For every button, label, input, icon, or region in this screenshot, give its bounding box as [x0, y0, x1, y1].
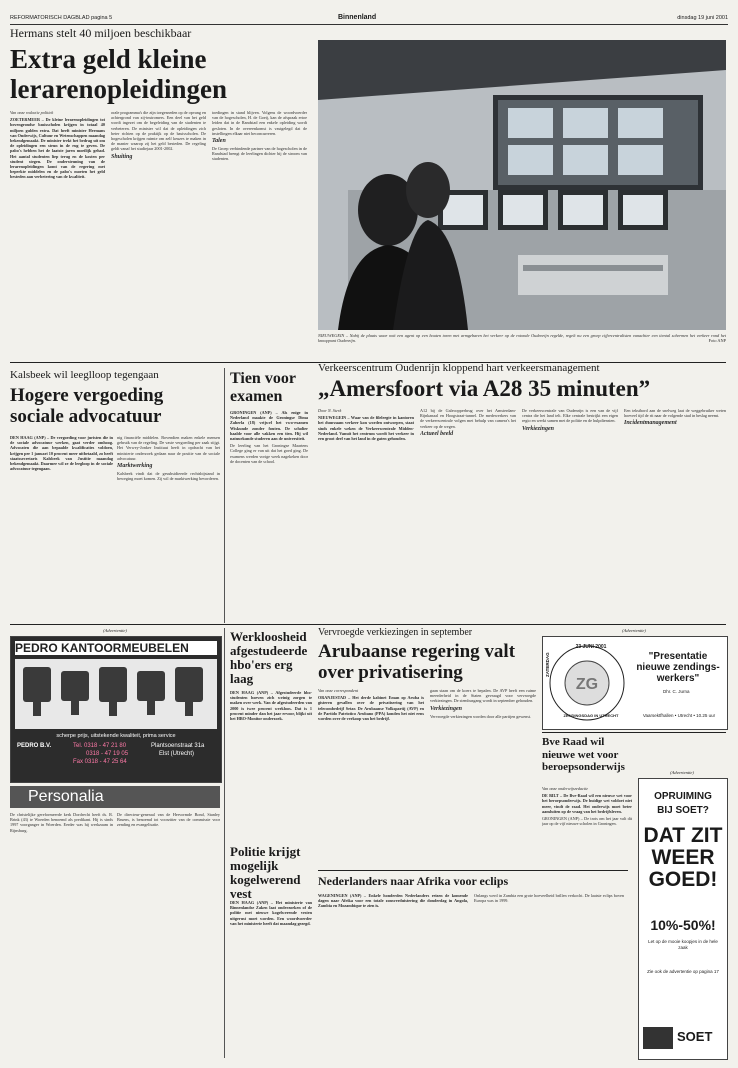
raad-text-1: DE BILT – De Bve-Raad wil een nieuwe wet voor het beroepsonderwijs. De huidige wet voldoet niet meer, vindt de raad. Het onderwijs moet beter aansluiten op de vraag van het bedrijfsleven.	[542, 793, 632, 814]
lead-column-3	[212, 110, 307, 360]
kalsbeek-text-2: nig financiële middelen. Bovendien maken enkele mensen gebruik van de regeling. De vaste vergoeding per zaak stijgt. Het Verwey-Jonker Instituut heeft in opdracht van het ministerie onderzoek gedaan naar de positie van de sociale advocatuur.	[117, 435, 220, 461]
verkeer-text-2: A12 bij de Galecopperbrug over het Amsterdam-Rijnkanaal en Hoogstraat-tunnel. De medewerkers van de verkeerscentrale volgen met behulp van camera's het verkeer op de wegen.	[420, 408, 516, 429]
kogelvrij-column	[230, 900, 312, 1055]
verkeer-column-2	[420, 408, 516, 620]
lead-column-1	[10, 110, 105, 360]
raad-column	[542, 786, 632, 1056]
werkloos-column	[230, 690, 312, 835]
kogelvrij-headline: Politie krijgt mogelijk kogelwerend vest	[230, 844, 301, 901]
verkeer-column-3	[522, 408, 618, 620]
aruba-text-1: ORANJESTAD – Het derde kabinet Eman op Aruba is gisteren gevallen over de privatisering van het telecombedrijf Setar. De Arubaanse Volkspartij (AVP) en de Partido Patriotico Arubano (PPA) konden het niet eens worden over de verkoop van het bedrijf.	[318, 695, 424, 722]
pedro-ad[interactable]	[10, 636, 222, 783]
examen-headline: Tien voor examen	[230, 370, 296, 405]
kalsbeek-column-2	[117, 435, 220, 620]
verkeer-subhead-1: Actueel beeld	[420, 430, 454, 437]
kalsbeek-text-2b: Kalsbeek vindt dat de gesubsidieerde rechtsbijstand in beweging moet komen. Zij wil de marktwerking bevorderen.	[117, 471, 220, 482]
lead-byline: Van onze redactie politiek	[10, 110, 54, 115]
verkeer-subhead-2: Verkiezingen	[522, 425, 555, 432]
verkeer-column-4	[624, 408, 726, 620]
photo-caption	[318, 333, 726, 353]
werkloos-headline: Werkloosheid afgestudeerde hbo'ers erg laag	[230, 629, 308, 686]
pedro-tel: Tel. 0318 - 47 21 80	[73, 743, 127, 749]
personalia-text-2: De directeur-generaal van de Hervormde Bond, Stanley Bruens, is benoemd tot voorzitter van de commissie voor zending en evangelisatie.	[117, 812, 220, 828]
eclips-text-2: Onlangs werd in Zambia een grote hoeveelheid brillen verkocht. De laatste eclips boven Europa was in 1999.	[474, 893, 624, 904]
lead-kicker: Hermans stelt 40 miljoen beschikbaar	[10, 26, 192, 40]
verkeer-subhead-3: Incidentmanagement	[624, 420, 677, 427]
zendingsdag-title: "Presentatie nieuwe zendings-werkers"	[636, 651, 720, 684]
lead-text-3: toedingen in stand blijven. Volgens de woordvoerder van de hogescholen, H. de Goeij, kan de afspraak ertoe leiden dat in de Randstad een enkele opleiding wordt gesloten. In de overeenkomst is vastgelegd dat de instellingen elkaar niet beconcurreren.	[212, 110, 307, 136]
header-date: dinsdag 19 juni 2001	[677, 15, 728, 21]
pedro-city: Elst (Utrecht)	[159, 751, 195, 757]
page-header	[10, 14, 728, 25]
examen-text-1: GRONINGEN (ANP) – Als enige in Nederland maakte de Groningse Dima Zaherla (18) vrijwel het vwo-examen Wiskunde zonder fouten. De scholier haalde voor alle vakken een tien. Hij wil natuurkunde studeren aan de universiteit.	[230, 410, 308, 442]
verkeer-text-4: Een tekstbord aan de snelweg laat de weggebruiker weten hoeveel tijd de rit naar de volgende stad in beslag neemt.	[624, 408, 726, 419]
header-left: REFORMATORISCH DAGBLAD pagina 5	[10, 15, 113, 21]
soet-line-1: OPRUIMING	[654, 791, 712, 802]
divider	[542, 732, 726, 733]
aruba-byline: Van onze correspondent	[318, 688, 359, 693]
office-chairs-icon	[15, 659, 217, 729]
lead-text-3b: De Groep verbindende partner van de hogescholen in de Randstad brengt de leerlingen dichter bij de stroom van studenten.	[212, 146, 307, 162]
kogelvrij-text: DEN HAAG (ANP) – Het ministerie van Binnenlandse Zaken laat onderzoeken of de politie met nieuwe kogelwerende vesten uitgerust moet worden. Een woordvoerder van het ministerie heeft dat maandag gezegd.	[230, 900, 312, 926]
zendingsdag-tag: ZENDINGSDAG IN UTRECHT	[563, 713, 619, 718]
soet-logo-icon	[643, 1027, 673, 1049]
eclips-text-1: WAGENINGEN (ANP) – Enkele honderden Nederlanders reizen de komende dagen naar Afrika voor een totale zonsverduistering die donderdag in Angola, Zambia en Mozambique te zien is.	[318, 893, 468, 909]
aruba-text-2b: Vervroegde verkiezingen worden door alle partijen gewenst.	[430, 713, 532, 719]
verkeer-text-3: De verkeerscentrale van Oudenrijn is een van de vijf centra die het land telt. Elke centrale bestrijkt een eigen regio en werkt samen met de politie en de hulpdiensten.	[522, 408, 618, 424]
examen-column	[230, 410, 308, 620]
lead-text-2: orale programma's die zijn toegesneden op de opvang en achtergrond van zij-instromers. Een deel van het geld wordt ingezet om de begeleiding van de studenten te verbeteren. De minister wil dat de opleidingen zich beter richten op de praktijk op de basisscholen. De hogescholen krijgen ruimte om zelf keuzes te maken in de manier waarop zij het geld besteden. De regeling geldt vanaf het studiejaar 2001-2002.	[111, 110, 206, 152]
kalsbeek-column-1	[10, 435, 113, 620]
raad-text-2: GRONINGEN (ANP) – De trots om het jaar valt dit jaar op de vijf nieuwe scholen in Groningen.	[542, 816, 632, 827]
personalia-header: Personalia	[10, 786, 220, 808]
soet-ad[interactable]	[638, 778, 728, 1060]
verkeer-byline: Door N. Sterk	[318, 408, 342, 413]
lead-column-2	[111, 110, 206, 360]
aruba-text-2: gaan staan om de koers te bepalen. De AVP heeft een ruime meerderheid in de Staten gevraagd voor vervroegde verkiezingen. De stembusgang wordt in september gehouden.	[430, 688, 536, 704]
raad-headline: Bve Raad wil nieuwe wet voor beroepsonderwijs	[542, 736, 625, 773]
personalia-column-2	[117, 812, 220, 1057]
pedro-tel2: 0318 - 47 19 05	[86, 751, 129, 757]
eclips-column-1	[318, 893, 468, 1058]
photo-caption-text: NIEUWEGEIN – Nabij de plaats waar ooit een agent op een houten toren met armgebaren het verkeer op de rotonde Oudenrijn regelde, regelt nu een groep cijfercentralisten vanachter een tiental schermen het verkeer rond het knooppunt Oudenrijn.	[318, 333, 726, 344]
lead-text-1: ZOETERMEER – De kleine lerarenopleidingen tot bovengrondse basisscholen krijgen in totaal 40 miljoen gulden extra. Dat heeft minister Hermans van Onderwijs, Cultuur en Wetenschappen maandag bekendgemaakt. De minister trekt het bedrag uit om de opleidingen een steun in de rug te geven. De pabo's hebben het de laatste jaren moeilijk gehad. Het aantal studenten liep terug en de kosten per student stegen. De ondersteuning van de lerarenopleidingen komt van de regering met beperkte middelen en de pabo's moeten het geld besteden aan verbetering van de kwaliteit.	[10, 117, 105, 180]
kalsbeek-subhead: Marktwerking	[117, 463, 153, 470]
pedro-slogan: scherpe prijs, uitstekende kwaliteit, prima service	[56, 733, 176, 739]
zendingsdag-speaker: Dhr. C. Jurna	[663, 689, 690, 694]
control-room-photo	[318, 40, 726, 330]
lead-subhead-1: Shuiting	[111, 153, 133, 160]
raad-byline: Van onze onderwijsredactie	[542, 786, 589, 791]
kalsbeek-headline: Hogere vergoeding sociale advocatuur	[10, 385, 164, 427]
soet-line-2: BIJ SOET?	[657, 805, 709, 816]
pedro-fax: Fax 0318 - 47 25 64	[73, 759, 127, 765]
soet-small-text-2: Zie ook de advertentie op pagina 17	[647, 969, 719, 974]
verkeer-kicker: Verkeerscentrum Oudenrijn kloppend hart verkeersmanagement	[318, 362, 600, 374]
column-rule	[224, 628, 225, 1058]
ad-label: (Advertentie)	[622, 628, 646, 633]
soet-brand: SOET	[677, 1029, 713, 1044]
section-title: Binnenland	[338, 14, 377, 21]
verkeer-headline: „Amersfoort via A28 35 minuten”	[318, 376, 651, 401]
soet-discount: 10%-50%!	[650, 917, 716, 933]
photo-credit: Foto ANP	[708, 338, 726, 344]
pedro-address: Plantsoenstraat 31a	[151, 743, 205, 749]
personalia-column-1	[10, 812, 113, 1057]
divider	[10, 624, 726, 625]
aruba-column-1	[318, 688, 424, 866]
zendingsdag-date: 23 JUNI 2001	[575, 644, 607, 650]
zendingsdag-ad[interactable]	[542, 636, 728, 730]
zendingsdag-day: ZATERDAG	[545, 652, 550, 677]
ad-label: (Advertentie)	[670, 770, 694, 775]
ad-label: (Advertentie)	[103, 628, 127, 633]
lead-subhead-2: Talen	[212, 138, 226, 145]
soet-line-3: DAT ZIT WEER GOED!	[643, 824, 723, 891]
examen-text-2: De leerling van het Groningse Maartens College ging er van uit dat het goed ging. De examens werden vorige week nagekeken door de docenten van de school.	[230, 443, 308, 464]
kalsbeek-kicker: Kalsbeek wil leeglloop tegengaan	[10, 369, 159, 381]
zendingsdag-location: Vaarsektfhallen • Utrecht • 10.25 uur	[642, 713, 716, 718]
werkloos-text: DEN HAAG (ANP) – Afgestudeerde hbo-studenten hoeven zich weinig zorgen te maken over werk. Van de afgestudeerden van 2000 is twee procent werkloos. Dat is 1 procent minder dan het jaar ervoor, blijkt uit het HBO-Monitor onderzoek.	[230, 690, 312, 722]
lead-headline: Extra geld kleine lerarenopleidingen	[10, 44, 228, 104]
personalia-text-1: De christelijke gereformeerde kerk Dordrecht heeft ds. R. Brink (43) te Woerden benoemd als predikant. Hij is sinds 1997 voorganger in Woerden. Eerder was hij werkzaam in Rijnsburg.	[10, 812, 113, 833]
aruba-kicker: Vervroegde verkiezingen in september	[318, 627, 473, 638]
aruba-column-2	[430, 688, 536, 866]
column-rule	[224, 368, 225, 623]
aruba-headline: Arubaanse regering valt over privatisering	[318, 641, 516, 683]
photo-illustration	[318, 40, 726, 330]
verkeer-text-1: NIEUWEGEIN – Waar van de fileleegte in kantoren het duurzaam verkeer kon worden ontworpen, staat sinds enkele weken de Verkeerscentrale Midden-Nederland. Vanuit het centrum wordt het verkeer in een groot deel van het land in de gaten gehouden.	[318, 415, 414, 442]
svg-text:ZG: ZG	[575, 676, 599, 693]
kalsbeek-text-1: DEN HAAG (ANP) – De vergoeding voor juristen die in de sociale advocatuur werken, gaat verder omhoog. Advocaten die aan bepaalde kwalificaties voldoen, krijgen per 1 januari 10 procent meer uitbetaald, zo heeft staatssecretaris Kalsbeek van Justitie maandag bekendgemaakt. Daarmee wil ze de leegloop in de sociale advocatuur tegengaan.	[10, 435, 113, 472]
aruba-subhead: Verkiezingen	[430, 705, 463, 712]
pedro-ad-title: PEDRO KANTOORMEUBELEN	[15, 641, 217, 655]
soet-small-text: Let op de mooie koopjes in de hele zaak	[648, 939, 718, 950]
pedro-company: PEDRO B.V.	[17, 743, 52, 749]
verkeer-column-1	[318, 408, 414, 620]
eclips-headline: Nederlanders naar Afrika voor eclips	[318, 874, 509, 888]
